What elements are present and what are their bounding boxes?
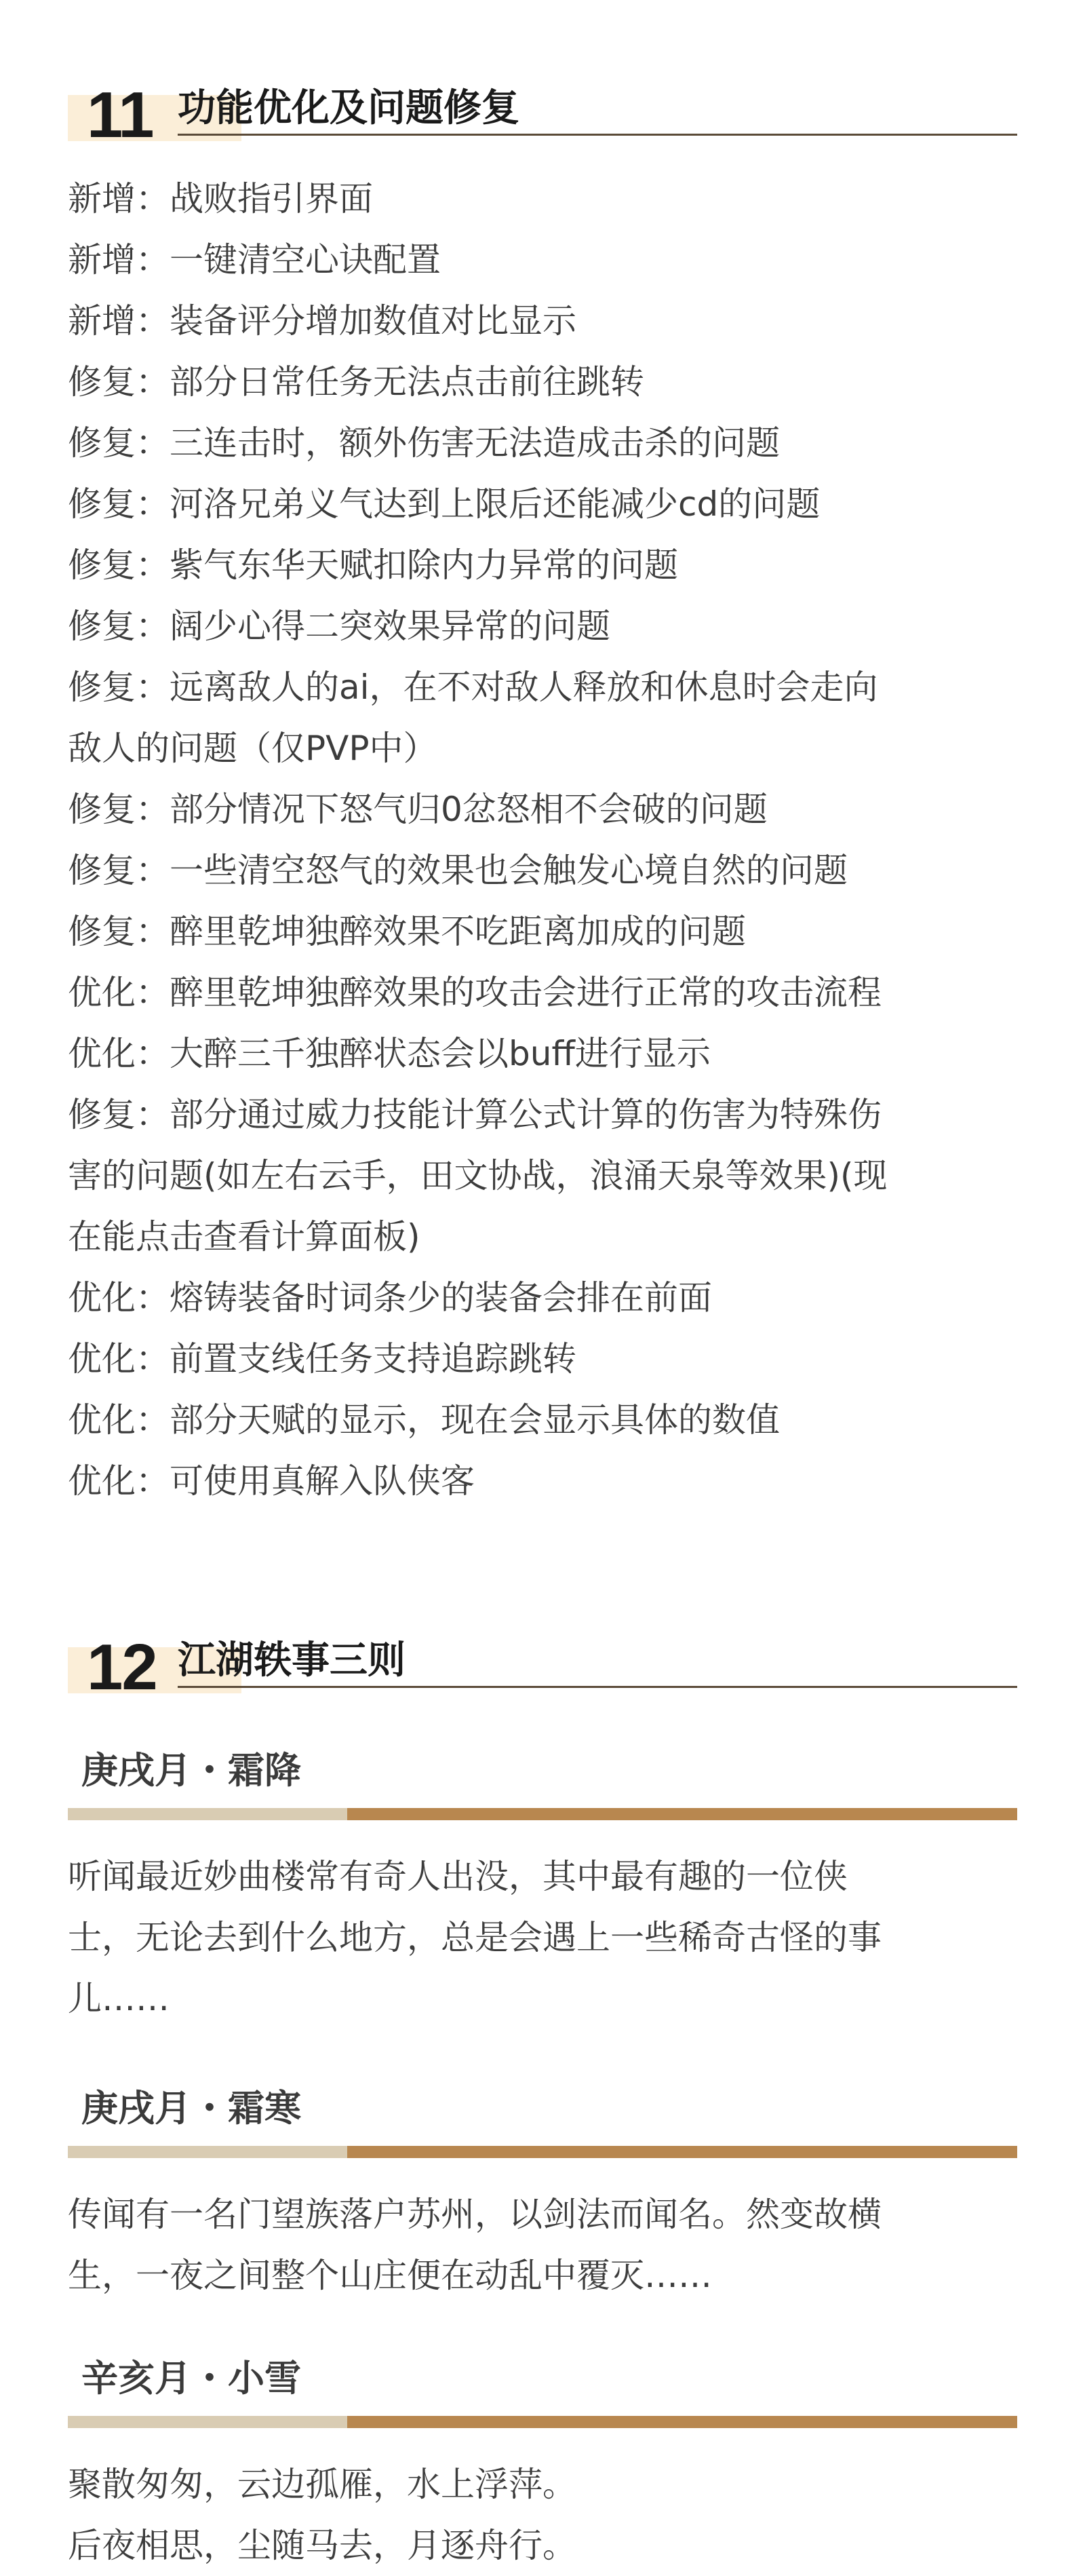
story-line: 传闻有一名门望族落户苏州，以剑法而闻名。然变故横 [68, 2195, 882, 2234]
list-item: 修复：河洛兄弟义气达到上限后还能减少cd的问题 [68, 484, 821, 524]
list-item: 优化：部分天赋的显示，现在会显示具体的数值 [68, 1400, 780, 1440]
story-text [68, 1846, 1017, 2029]
list-item: 新增：一键清空心诀配置 [68, 240, 441, 280]
list-item: 新增：装备评分增加数值对比显示 [68, 301, 576, 341]
story-title: 辛亥月・小雪 [81, 2357, 301, 2400]
section-divider [178, 134, 1017, 136]
list-item: 优化：大醉三千独醉状态会以buff进行显示 [68, 1034, 711, 1073]
list-item: 修复：醉里乾坤独醉效果不吃距离加成的问题 [68, 912, 746, 951]
list-item: 修复：远离敌人的ai，在不对敌人释放和休息时会走向 [68, 668, 878, 707]
section-title: 江湖轶事三则 [178, 1638, 406, 1683]
list-item: 敌人的问题（仅PVP中） [68, 729, 437, 768]
story-card [68, 2357, 1017, 2576]
story-card [68, 1749, 1017, 2029]
story-card [68, 2087, 1017, 2306]
section-divider [178, 1686, 1017, 1688]
list-item: 修复：部分日常任务无法点击前往跳转 [68, 362, 644, 402]
story-divider-bar [68, 2146, 1017, 2158]
story-line: 后夜相思，尘随马去，月逐舟行。 [68, 2526, 576, 2565]
story-line: 生，一夜之间整个山庄便在动乱中覆灭…… [68, 2256, 712, 2295]
list-item: 新增：战败指引界面 [68, 179, 373, 218]
list-item: 修复：阔少心得二突效果异常的问题 [68, 607, 610, 646]
section-11-header [68, 61, 1017, 151]
section-number: 11 [87, 79, 153, 151]
list-item: 修复：紫气东华天赋扣除内力异常的问题 [68, 545, 678, 585]
list-item: 优化：可使用真解入队侠客 [68, 1461, 475, 1501]
story-title: 庚戌月・霜寒 [81, 2087, 301, 2130]
list-item: 在能点击查看计算面板) [68, 1217, 420, 1256]
list-item: 优化：前置支线任务支持追踪跳转 [68, 1339, 576, 1379]
list-item: 修复：三连击时，额外伤害无法造成击杀的问题 [68, 423, 780, 463]
changelog-list [68, 168, 1017, 1512]
story-text [68, 2184, 1017, 2306]
list-item: 优化：醉里乾坤独醉效果的攻击会进行正常的攻击流程 [68, 973, 882, 1012]
list-item: 修复：一些清空怒气的效果也会触发心境自然的问题 [68, 851, 848, 890]
story-line: 士，无论去到什么地方，总是会遇上一些稀奇古怪的事 [68, 1918, 882, 1957]
list-item: 优化：熔铸装备时词条少的装备会排在前面 [68, 1278, 712, 1318]
story-title: 庚戌月・霜降 [81, 1749, 301, 1792]
story-divider-bar [68, 2416, 1017, 2428]
story-line: 儿…… [68, 1979, 170, 2018]
list-item: 修复：部分通过威力技能计算公式计算的伤害为特殊伤 [68, 1095, 882, 1134]
story-text [68, 2454, 1017, 2576]
section-12-header [68, 1613, 1017, 1704]
section-title: 功能优化及问题修复 [178, 86, 519, 130]
list-item: 害的问题(如左右云手，田文协战，浪涌天泉等效果)(现 [68, 1156, 888, 1195]
section-number: 12 [87, 1631, 157, 1704]
story-line: 聚散匆匆，云边孤雁，水上浮萍。 [68, 2465, 576, 2504]
story-divider-bar [68, 1808, 1017, 1820]
story-line: 听闻最近妙曲楼常有奇人出没，其中最有趣的一位侠 [68, 1857, 848, 1896]
list-item: 修复：部分情况下怒气归0忿怒相不会破的问题 [68, 790, 768, 829]
